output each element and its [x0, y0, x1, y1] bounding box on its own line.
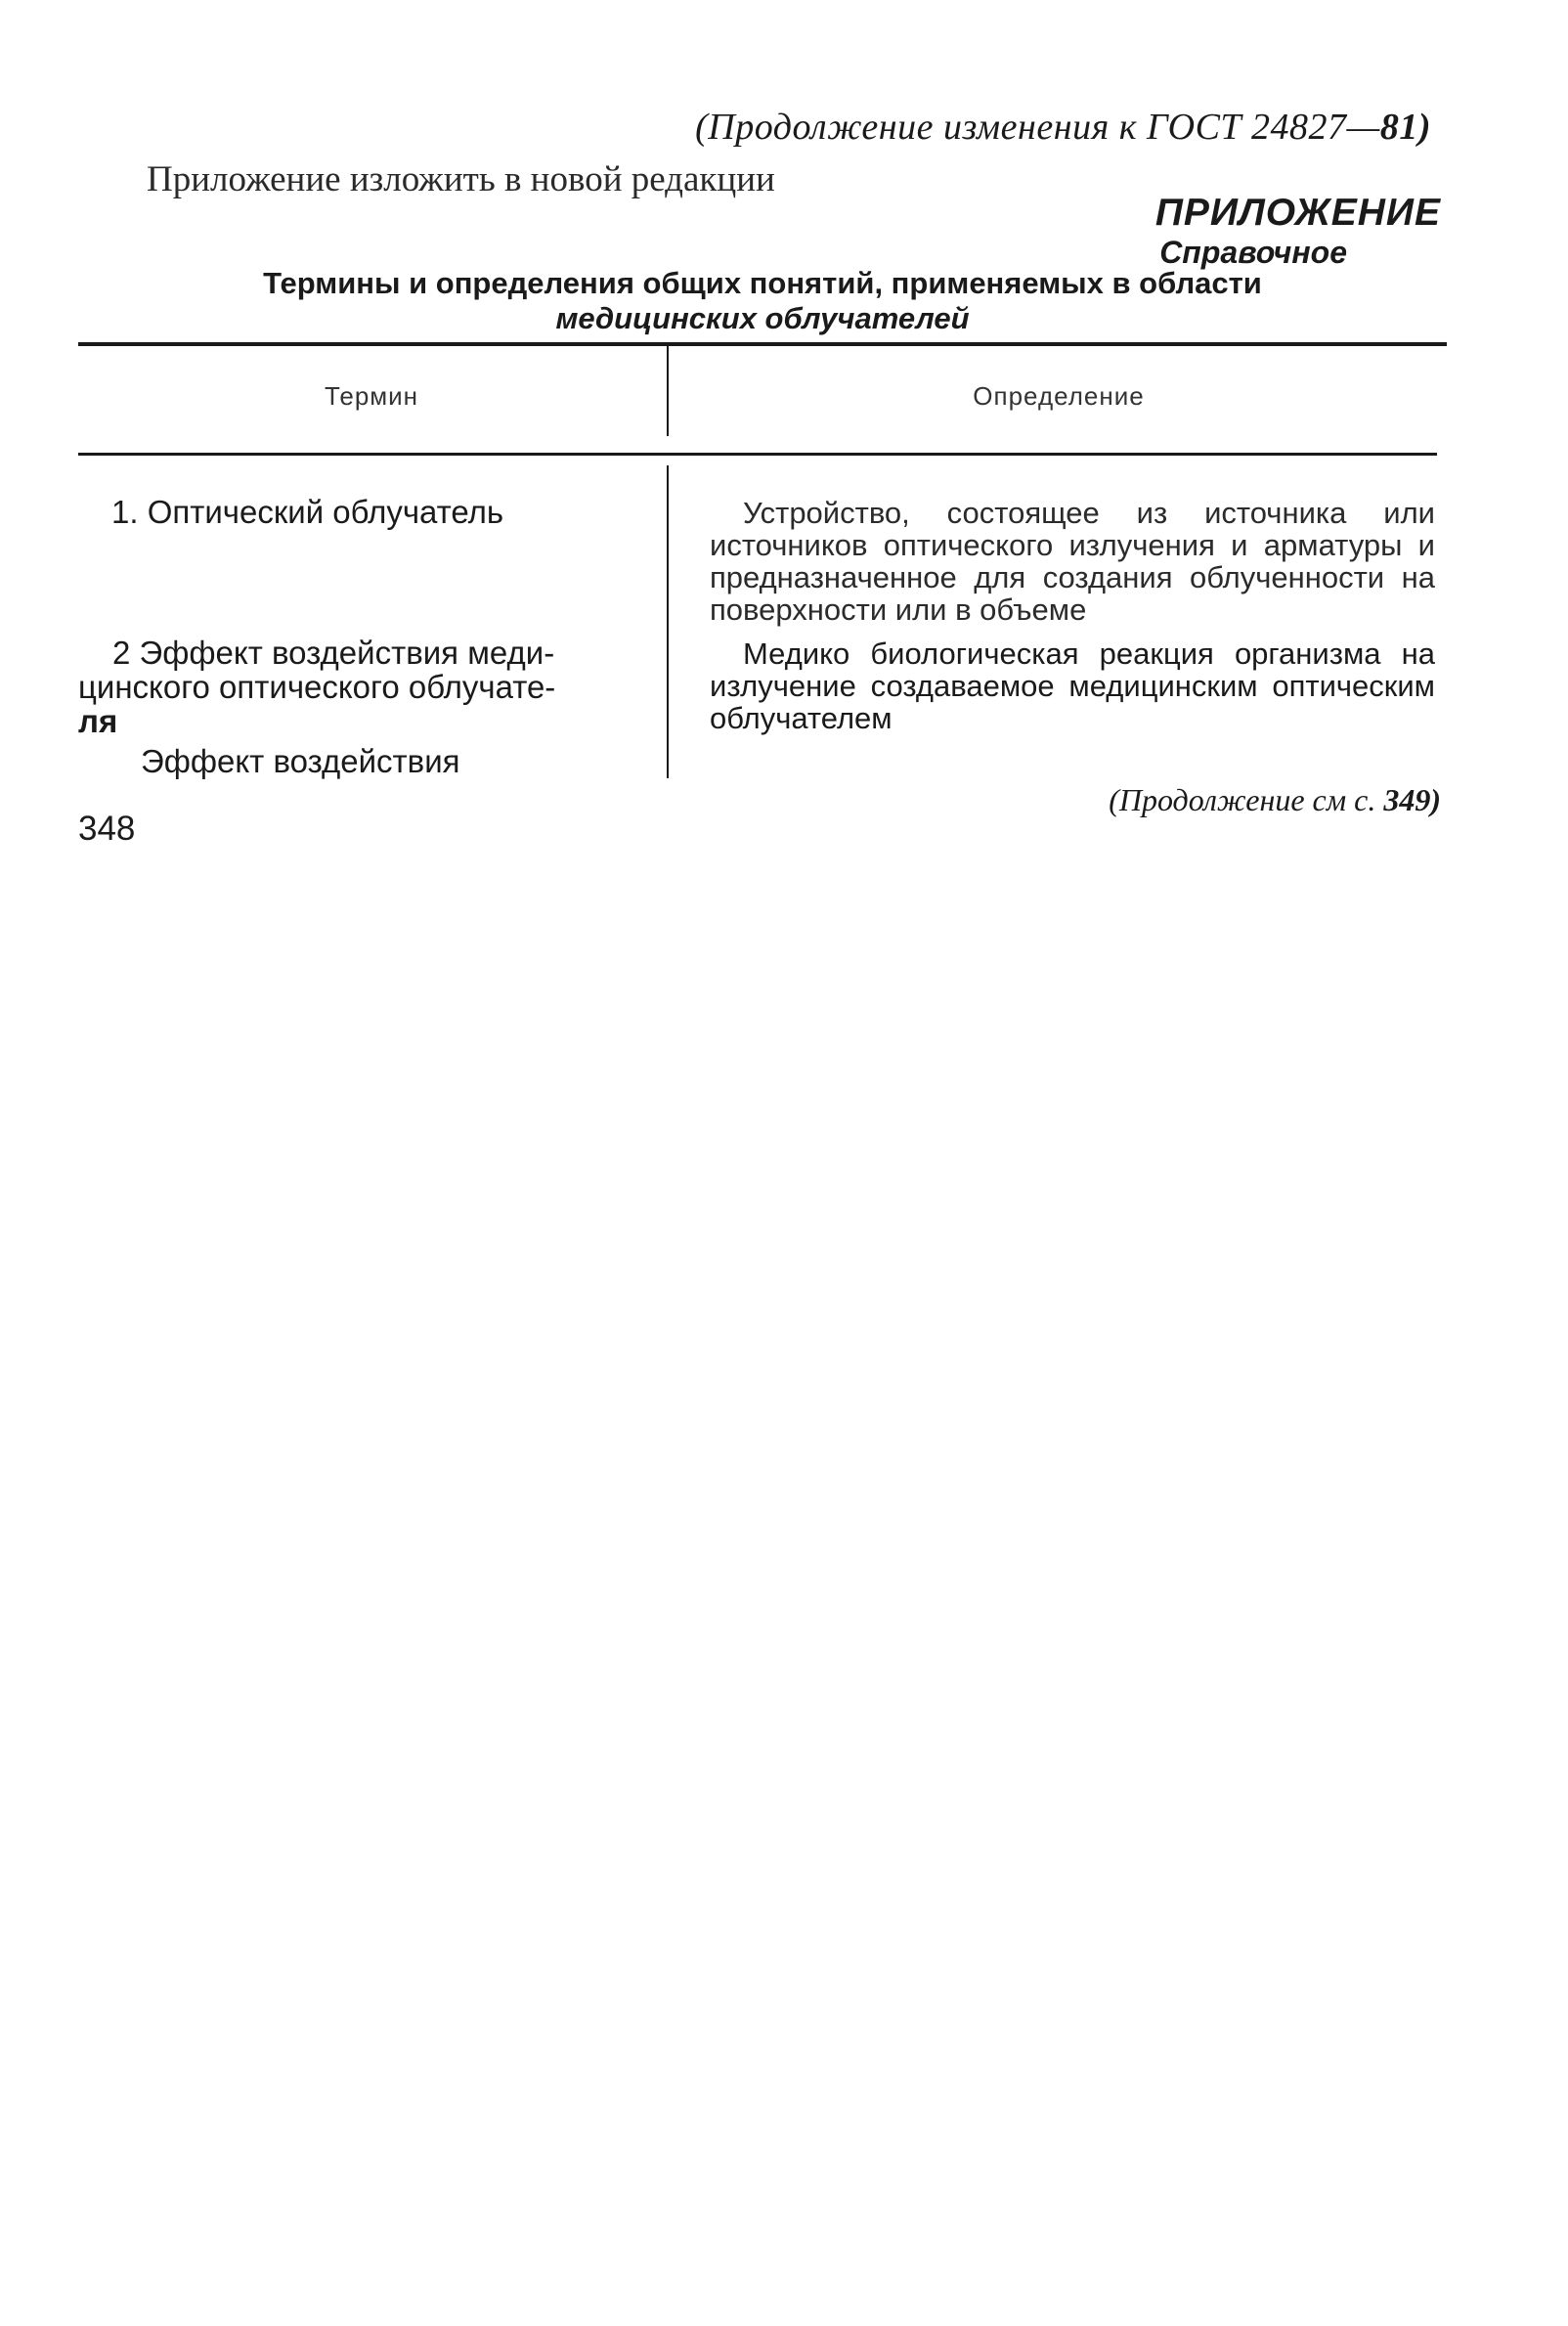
term-line: 2 Эффект воздействия меди- [112, 635, 555, 671]
continuation-header [695, 106, 1431, 149]
continuation-header-year: 81) [1379, 107, 1431, 148]
instruction-text: Приложение изложить в новой редакции [147, 159, 775, 199]
table-header-rule [78, 453, 1437, 456]
term-line: цинского оптического облучате- [78, 669, 556, 705]
appendix-label: ПРИЛОЖЕНИЕ [1154, 192, 1441, 234]
document-title-line-2: медицинских облучателей [555, 301, 970, 335]
column-header-term: Термин [324, 381, 419, 411]
term-synonym: Эффект воздействия [141, 743, 460, 779]
column-header-definition: Определение [973, 381, 1145, 411]
document-title-line-1: Термины и определения общих понятий, применяемых в области [263, 266, 1262, 300]
table-row-definition [710, 497, 1435, 626]
column-divider-header [667, 346, 669, 436]
continuation-footer-page: 349) [1383, 782, 1441, 817]
definition-text: Медико биологическая реакция организма на излучение создаваемое медицинским оптическим облучателем [710, 636, 1435, 735]
continuation-header-prefix: (Продолжение изменения к ГОСТ 24827— [695, 107, 1380, 148]
appendix-type: Справочное [1159, 235, 1347, 270]
table-row-term [78, 636, 647, 778]
continuation-footer-prefix: (Продолжение см с. [1109, 782, 1384, 817]
column-divider-body [667, 465, 669, 778]
definition-text: Устройство, состоящее из источника или источников оптического излучения и арматуры и предназначенное для создания облученности на поверхности или в объеме [710, 496, 1435, 627]
term-line: ля [78, 703, 118, 739]
table-row-term: 1. Оптический облучатель [111, 494, 504, 530]
continuation-footer [1109, 782, 1441, 818]
table-row-definition [710, 637, 1435, 734]
table-top-rule [78, 342, 1447, 346]
document-title [78, 266, 1447, 336]
page-number: 348 [78, 810, 136, 848]
